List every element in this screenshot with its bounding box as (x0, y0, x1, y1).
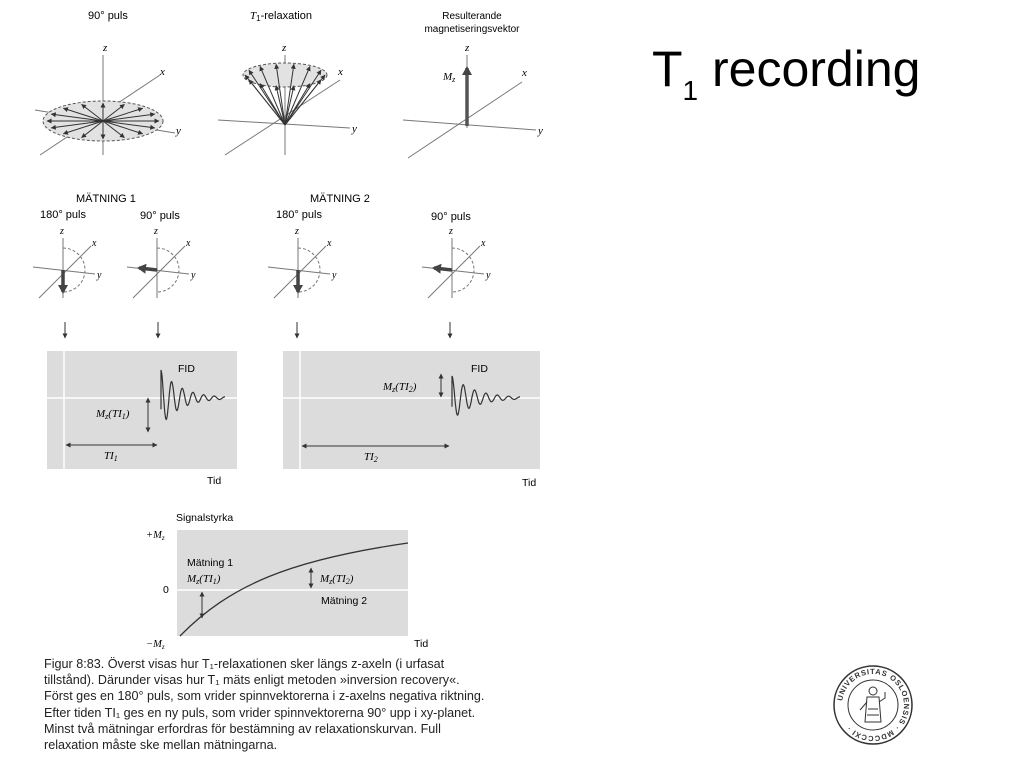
x-label: x (522, 67, 527, 79)
fid-panel-1 (47, 351, 237, 487)
matning1-label: Mätning 1 (187, 557, 234, 569)
magnetization-vector-arrow (434, 268, 452, 270)
caption-line: Figur 8:83. Överst visas hur T₁-relaxationen sker längs z-axeln (i urfasat (44, 657, 445, 671)
cone-ellipse (243, 63, 327, 87)
m2-90-pulse-label: 90° puls (431, 211, 471, 223)
matning2-title: MÄTNING 2 (310, 193, 370, 205)
z-label: z (465, 42, 470, 54)
recovery-plot (146, 512, 428, 650)
mz-label: Mz (443, 71, 456, 84)
x-label: x (338, 66, 343, 78)
plot-ylabel: Signalstyrka (176, 512, 234, 524)
x-axis (408, 82, 522, 158)
caption-line: tillstånd). Därunder visas hur T₁ mäts enligt metoden »inversion recovery«. (44, 673, 460, 688)
y-label: y (486, 270, 491, 281)
mz-ti1-label: Mz(TI1) (96, 408, 130, 421)
z-label: z (295, 226, 299, 237)
title-rest: recording (698, 41, 921, 97)
plot-xlabel: Tid (414, 638, 429, 650)
z-label: z (154, 226, 158, 237)
down-arrows (65, 322, 450, 338)
mini-axis-diagram (127, 226, 196, 298)
panel-90-pulse (35, 10, 181, 155)
matning1-title: MÄTNING 1 (76, 193, 136, 205)
fid-label: FID (471, 363, 488, 375)
fid-label: FID (178, 363, 195, 375)
matning2-label: Mätning 2 (321, 595, 368, 607)
pulse-vector-diagrams (33, 226, 491, 298)
time-label: Tid (207, 475, 222, 487)
z-label: z (282, 42, 287, 54)
z-label: z (60, 226, 64, 237)
magnetization-vector-arrow (139, 268, 157, 270)
y-label: y (332, 270, 337, 281)
m2-180-pulse-label: 180° puls (276, 209, 322, 221)
caption-line: relaxation måste ske mellan mätningarna. (44, 738, 278, 753)
fid-panel-2 (283, 351, 540, 489)
svg-text:UNIVERSITAS OSLOENSIS · MDCCCX: UNIVERSITAS OSLOENSIS · MDCCCXI · (835, 666, 912, 744)
spin-vectors (47, 103, 159, 139)
y-label: y (191, 270, 196, 281)
t1-figure (0, 0, 560, 650)
panel-background (47, 351, 237, 469)
m1-90-pulse-label: 90° puls (140, 210, 180, 222)
caption-line: Efter tiden TI₁ ges en ny puls, som vrider spinnvektorerna 90° upp i xy-planet. (44, 705, 476, 720)
mini-axis-diagram (422, 226, 491, 298)
x-label: x (186, 238, 191, 249)
time-label: Tid (522, 477, 537, 489)
panel-resulting-vector (403, 11, 543, 158)
ti1-label: TI1 (104, 450, 118, 463)
caption-line: Först ges en 180° puls, som vrider spinnvektorerna i z-axelns negativa riktning. (44, 689, 485, 704)
mz-ti2-plot-label: Mz(TI2) (320, 573, 354, 586)
title-main: T (652, 41, 683, 97)
z-label: z (103, 42, 108, 54)
panel-t1-relaxation (218, 10, 357, 155)
y-label: y (176, 125, 181, 137)
m1-180-pulse-label: 180° puls (40, 209, 86, 221)
panel1-label: 90° puls (88, 10, 128, 22)
title-subscript: 1 (682, 75, 699, 106)
x-label: x (481, 238, 486, 249)
panel-background (283, 351, 540, 469)
panel3-label-line1: Resulterande (442, 11, 502, 22)
x-label: x (327, 238, 332, 249)
ti2-label: TI2 (364, 451, 378, 464)
panel3-label-line2: magnetiseringsvektor (424, 24, 520, 35)
y-label: y (538, 125, 543, 137)
x-label: x (160, 66, 165, 78)
y-axis (403, 120, 536, 130)
mini-axis-diagram (268, 226, 337, 298)
figure-caption (44, 656, 544, 753)
panel2-label: T1-relaxation (250, 10, 312, 23)
x-label: x (92, 238, 97, 249)
slide-title (652, 40, 921, 106)
y-top-label: +Mz (146, 530, 165, 542)
y-label: y (97, 270, 102, 281)
y-zero-label: 0 (163, 584, 169, 596)
mini-axis-diagram (33, 226, 102, 298)
y-label: y (352, 123, 357, 135)
mz-ti1-plot-label: Mz(TI1) (187, 573, 221, 586)
z-label: z (449, 226, 453, 237)
x-axis (225, 80, 340, 155)
university-seal-logo (832, 664, 914, 746)
y-bottom-label: −Mz (146, 639, 165, 650)
caption-line: Minst två mätningar erfordras för bestämning av relaxationskurvan. Full (44, 721, 441, 736)
mz-ti2-label: Mz(TI2) (383, 381, 417, 394)
